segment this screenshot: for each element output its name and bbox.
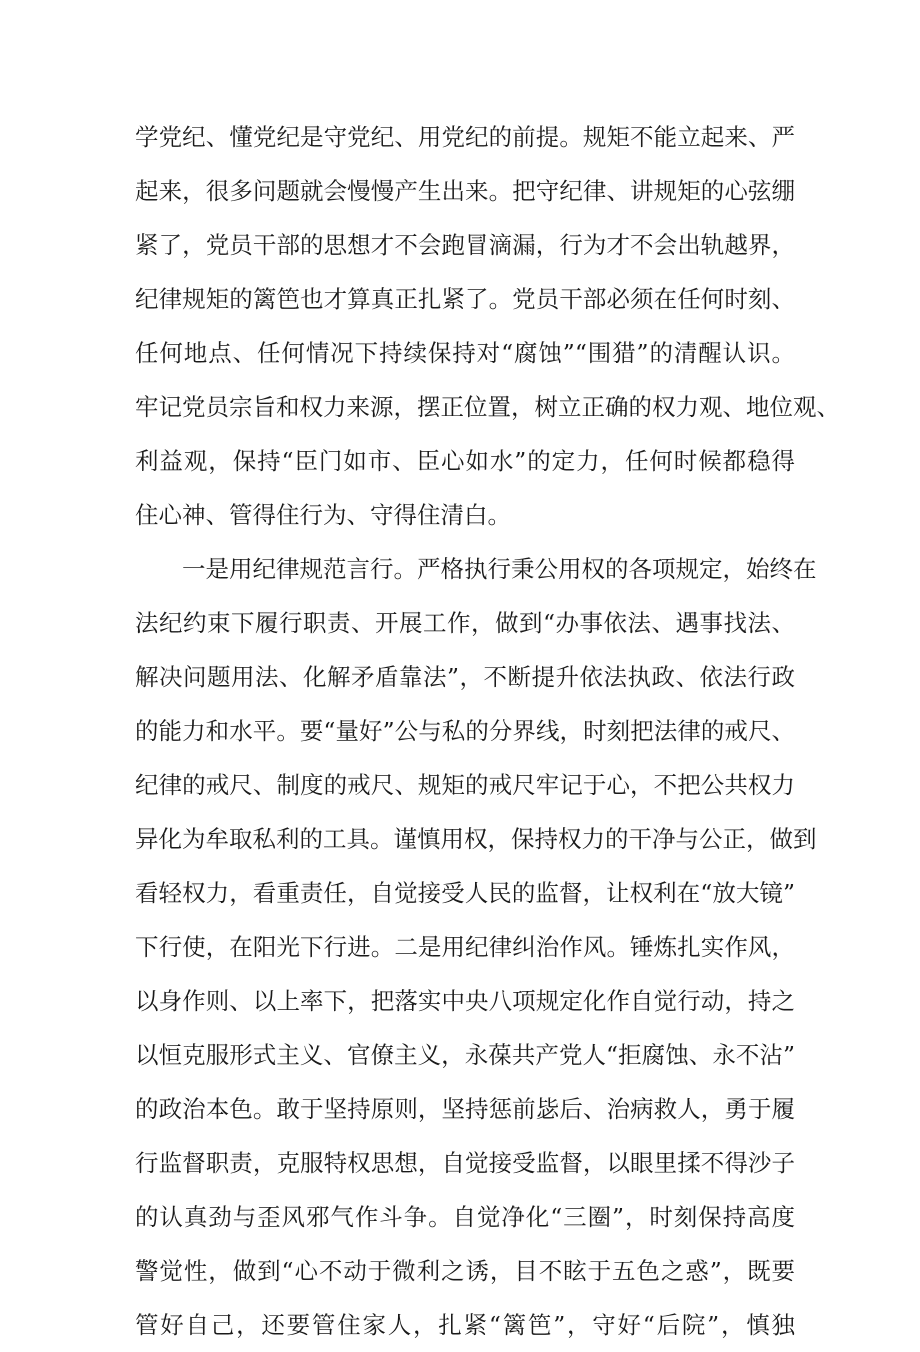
text-line: 的认真劲与歪风邪气作斗争。自觉净化“三圈”，时刻保持高度 xyxy=(135,1203,795,1231)
text-line: 异化为牟取私利的工具。谨慎用权，保持权力的干净与公正，做到 xyxy=(135,825,817,853)
text-line: 利益观，保持“臣门如市、臣心如水”的定力，任何时候都稳得 xyxy=(135,447,795,475)
text-line: 紧了，党员干部的思想才不会跑冒滴漏，行为才不会出轨越界， xyxy=(135,231,795,259)
text-line: 的政治本色。敢于坚持原则，坚持惩前毖后、治病救人，勇于履 xyxy=(135,1095,795,1123)
text-line: 行监督职责，克服特权思想，自觉接受监督，以眼里揉不得沙子 xyxy=(135,1149,795,1177)
text-line: 看轻权力，看重责任，自觉接受人民的监督，让权利在“放大镜” xyxy=(135,879,795,907)
body-text xyxy=(135,110,840,1352)
text-line: 下行使，在阳光下行进。二是用纪律纠治作风。锤炼扎实作风， xyxy=(135,933,795,961)
paragraph-first-line: 一是用纪律规范言行。严格执行秉公用权的各项规定，始终在 xyxy=(182,555,817,583)
text-line: 纪律规矩的篱笆也才算真正扎紧了。党员干部必须在任何时刻、 xyxy=(135,285,795,313)
text-line: 解决问题用法、化解矛盾靠法”，不断提升依法执政、依法行政 xyxy=(135,663,795,691)
text-line: 以恒克服形式主义、官僚主义，永葆共产党人“拒腐蚀、永不沾” xyxy=(135,1041,795,1069)
text-line: 起来，很多问题就会慢慢产生出来。把守纪律、讲规矩的心弦绷 xyxy=(135,177,795,205)
text-line: 住心神、管得住行为、守得住清白。 xyxy=(135,501,511,529)
text-line: 学党纪、懂党纪是守党纪、用党纪的前提。规矩不能立起来、严 xyxy=(135,123,795,151)
text-line: 纪律的戒尺、制度的戒尺、规矩的戒尺牢记于心，不把公共权力 xyxy=(135,771,795,799)
text-line: 任何地点、任何情况下持续保持对“腐蚀”“围猎”的清醒认识。 xyxy=(135,339,795,367)
text-line: 牢记党员宗旨和权力来源，摆正位置，树立正确的权力观、地位观、 xyxy=(135,393,840,421)
text-line: 管好自己，还要管住家人，扎紧“篱笆”，守好“后院”，慎独 xyxy=(135,1311,795,1339)
text-line: 以身作则、以上率下，把落实中央八项规定化作自觉行动，持之 xyxy=(135,987,795,1015)
text-line: 的能力和水平。要“量好”公与私的分界线，时刻把法律的戒尺、 xyxy=(135,717,795,745)
text-line: 法纪约束下履行职责、开展工作，做到“办事依法、遇事找法、 xyxy=(135,609,795,637)
text-line: 警觉性，做到“心不动于微利之诱，目不眩于五色之惑”，既要 xyxy=(135,1257,795,1285)
